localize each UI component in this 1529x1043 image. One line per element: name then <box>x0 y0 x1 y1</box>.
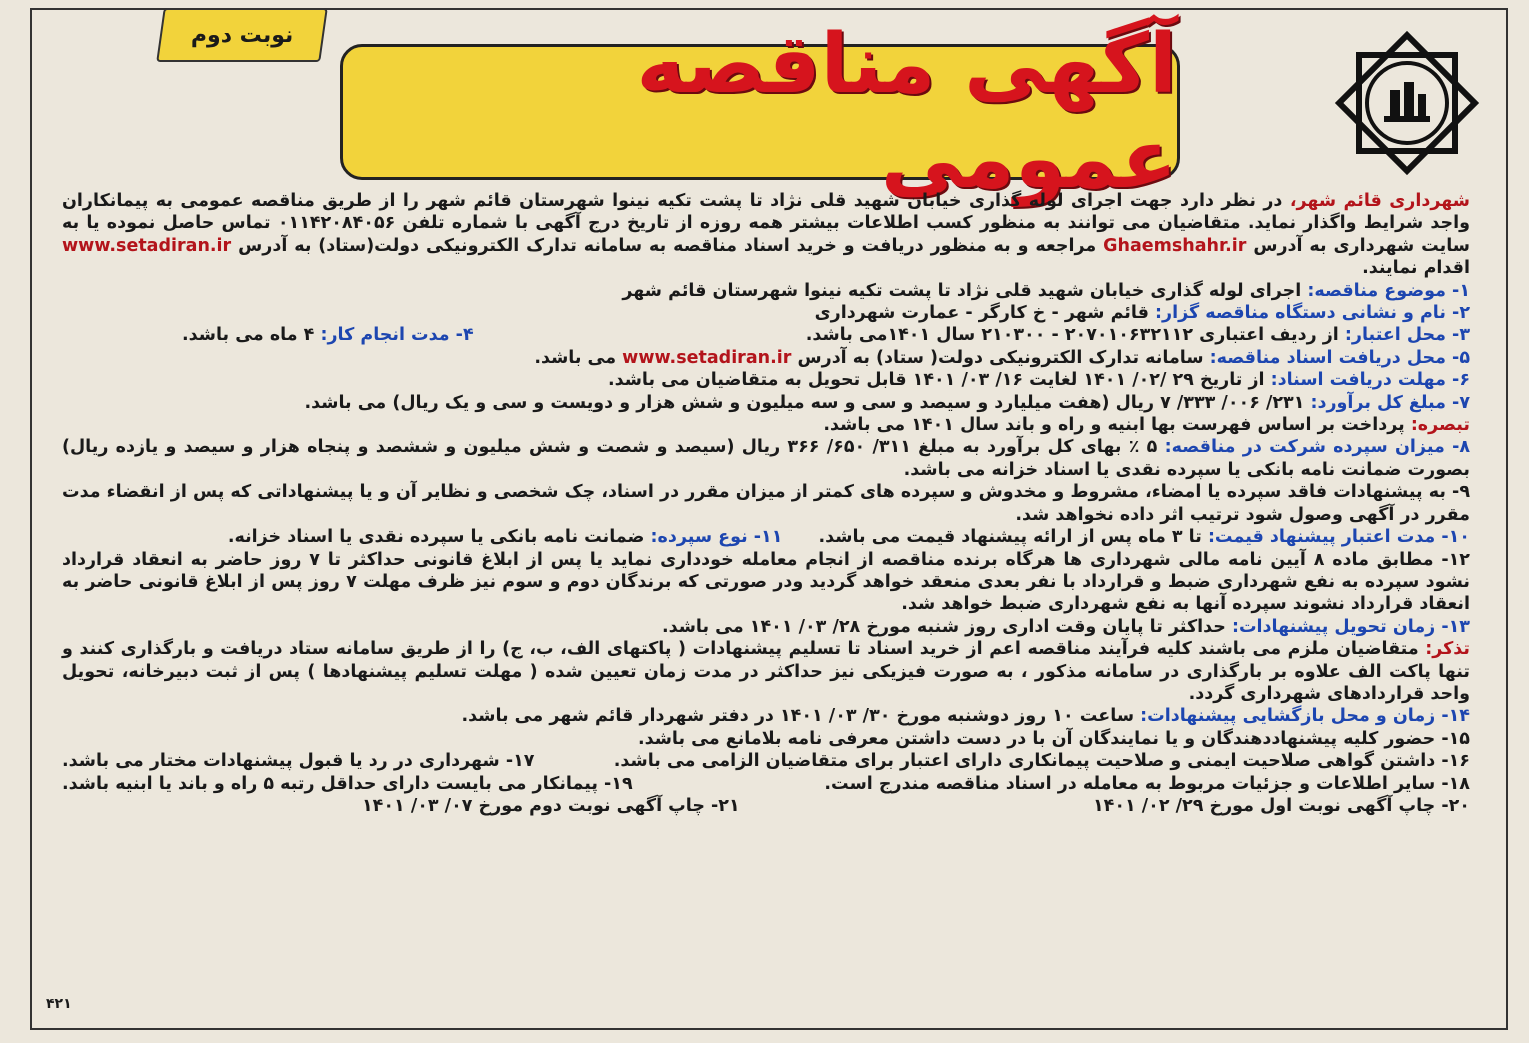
intro-text-3: اقدام نمایند. <box>1362 258 1470 279</box>
setad-site-link[interactable]: www.setadiran.ir <box>62 235 232 256</box>
org-name: شهرداری قائم شهر، <box>1289 191 1471 211</box>
items-20-21 <box>62 795 1470 817</box>
item-8 <box>62 436 1470 481</box>
item-16: ۱۶- داشتن گواهی صلاحیت ایمنی و صلاحیت پیمانکاری دارای اعتبار برای متقاضیان الزامی می باشد. <box>613 751 1470 772</box>
item-13-label: ۱۳- زمان تحویل پیشنهادات: <box>1231 616 1470 637</box>
second-print-badge <box>156 8 328 62</box>
item-11-label: ۱۱- نوع سپرده: <box>650 527 783 548</box>
item-5-label: ۵- محل دریافت اسناد مناقصه: <box>1209 347 1470 368</box>
item-5-end: می باشد. <box>534 347 617 368</box>
municipality-logo-icon <box>1332 28 1482 178</box>
page-number: ۴۲۱ <box>46 996 72 1012</box>
item-14 <box>62 705 1470 727</box>
item-9: ۹- به پیشنهادات فاقد سپرده یا امضاء، مشروط و مخدوش و سپرده های کمتر از میزان مقرر در اسناد، چک شخصی و نظایر آن و یا پیشنهاداتی که پس از انقضاء مدت مقرر در آگهی وصول شود ترتیب اثر داده نخواهد شد. <box>62 482 1470 525</box>
note-text: پرداخت بر اساس فهرست بها ابنیه و راه و باند سال ۱۴۰۱ می باشد. <box>823 415 1405 436</box>
item-21: ۲۱- چاپ آگهی نوبت دوم مورخ ۰۷/ ۰۳/ ۱۴۰۱ <box>362 795 740 816</box>
item-14-text: ساعت ۱۰ روز دوشنبه مورخ ۳۰/ ۰۳/ ۱۴۰۱ در دفتر شهردار قائم شهر می باشد. <box>461 706 1135 727</box>
note-label: تبصره: <box>1410 415 1470 436</box>
item-11-text: ضمانت نامه بانکی یا سپرده نقدی یا اسناد خزانه. <box>227 527 645 548</box>
item-7-label: ۷- مبلغ کل برآورد: <box>1310 392 1470 413</box>
ad-body <box>62 190 1470 990</box>
item-19: ۱۹- پیمانکار می بایست دارای حداقل رتبه ۵ راه و باند یا ابنیه باشد. <box>62 773 633 794</box>
item-14-label: ۱۴- زمان و محل بازگشایی پیشنهادات: <box>1140 706 1470 727</box>
item-8-text: ۵ ٪ بهای کل برآورد به مبلغ ۳۱۱/ ۶۵۰/ ۳۶۶ ریال (سیصد و شصت و شش میلیون و ششصد و پنجاه هزار و سیصد و یازده ریال) بصورت ضمانت نامه بانکی یا سپرده نقدی یا اسناد خزانه می باشد. <box>62 437 1470 480</box>
item-13 <box>62 616 1470 638</box>
item-1-label: ۱- موضوع مناقصه: <box>1307 280 1470 301</box>
item-2-text: قائم شهر - خ کارگر - عمارت شهرداری <box>814 303 1149 324</box>
item-5-text: سامانه تدارک الکترونیکی دولت( ستاد) به آدرس <box>797 347 1204 368</box>
item-10-label: ۱۰- مدت اعتبار پیشنهاد قیمت: <box>1207 527 1470 548</box>
item-4-label: ۴- مدت انجام کار: <box>320 325 474 346</box>
badge-label: نوبت دوم <box>190 22 294 48</box>
reminder-label: تذکر: <box>1425 639 1470 660</box>
item-2-label: ۲- نام و نشانی دستگاه مناقصه گزار: <box>1155 303 1470 324</box>
item-4-text: ۴ ماه می باشد. <box>182 325 315 346</box>
items-16-17 <box>62 750 1470 772</box>
item-5 <box>62 347 1470 369</box>
item-12: ۱۲- مطابق ماده ۸ آیین نامه مالی شهرداری ها هرگاه برنده مناقصه از انجام معامله خودداری نماید یا پس از ابلاغ قانونی حداکثر تا ۷ روز حاضر به انعقاد قرارداد نشود سپرده به نفع شهرداری ضبط و قرارداد با نفر بعدی منعقد خواهد گردید ودر صورتی که برندگان دوم و سوم نیز ظرف مهلت ۷ روز پس از ابلاغ قانونی حاضر به انعقاد قرارداد نشوند سپرده آنها به نفع شهرداری ضبط خواهد شد. <box>62 549 1470 615</box>
item-1-text: اجرای لوله گذاری خیابان شهید قلی نژاد تا پشت تکیه نینوا شهرستان قائم شهر <box>622 280 1302 301</box>
item-6-label: ۶- مهلت دریافت اسناد: <box>1270 370 1470 391</box>
item-5-site-link[interactable]: www.setadiran.ir <box>622 347 792 368</box>
item-2 <box>62 302 1470 324</box>
intro-text-1: در نظر دارد جهت اجرای لوله گذاری خیابان شهید قلی نژاد تا پشت تکیه نینوا شهرستان قائم شهر را از طریق مناقصه عمومی به پیمانکاران واجد شرایط واگذار نماید. متقاضیان می توانند به منظور کسب اطلاعات بیشتر همه روزه از تاریخ درج آگهی با شماره تلفن ۰۱۱۴۲۰۸۴۰۵۶ تماس حاصل نموده یا به سایت شهرداری به آدرس <box>62 191 1471 256</box>
municipality-site-link[interactable]: Ghaemshahr.ir <box>1103 235 1247 256</box>
reminder-text: متقاضیان ملزم می باشند کلیه فرآیند مناقصه اعم از خرید اسناد تا تسلیم پیشنهادات ( پاکتهای الف، ب، ج) را از طریق سامانه ستاد دریافت و بارگذاری کنند و تنها پاکت الف علاوه بر بارگذاری در سامانه مذکور ، به صورت فیزیکی نیز حداکثر در مدت زمان تعیین شده ( مهلت تسلیم پیشنهادها ) پس از ثبت دبیرخانه، تحویل واحد قراردادهای شهرداری گردد. <box>62 639 1470 704</box>
item-10-text: تا ۳ ماه پس از ارائه پیشنهاد قیمت می باشد. <box>818 527 1202 548</box>
item-8-label: ۸- میزان سپرده شرکت در مناقصه: <box>1164 437 1471 458</box>
title-banner <box>340 17 1180 207</box>
items-3-4 <box>62 324 1470 346</box>
item-7 <box>62 392 1470 414</box>
ad-title: آگهی مناقصه عمومی <box>636 17 1177 207</box>
reminder <box>62 638 1470 705</box>
item-7-text: ۲۳۱/ ۰۰۶/ ۳۳۳/ ۷ ریال (هفت میلیارد و سیصد و سی و سه میلیون و شش هزار و دویست و سی و یک ریال) می باشد. <box>304 392 1305 413</box>
item-6 <box>62 369 1470 391</box>
intro-text-2: مراجعه و به منظور دریافت و خرید اسناد مناقصه به سامانه تدارک الکترونیکی دولت(ستاد) به آدرس <box>238 235 1097 256</box>
item-20: ۲۰- چاپ آگهی نوبت اول مورخ ۲۹/ ۰۲/ ۱۴۰۱ <box>1092 795 1470 816</box>
item-3-label: ۳- محل اعتبار: <box>1344 325 1470 346</box>
item-1 <box>62 280 1470 302</box>
intro-paragraph <box>62 190 1470 280</box>
item-17: ۱۷- شهرداری در رد یا قبول پیشنهادات مختار می باشد. <box>62 751 535 772</box>
item-3-text: از ردیف اعتباری ۲۰۷۰۱۰۶۳۲۱۱۲ - ۲۱۰۳۰۰ سال ۱۴۰۱می باشد. <box>805 325 1339 346</box>
item-18: ۱۸- سایر اطلاعات و جزئیات مربوط به معامله در اسناد مناقصه مندرج است. <box>824 773 1470 794</box>
item-13-text: حداکثر تا پایان وقت اداری روز شنبه مورخ ۲۸/ ۰۳/ ۱۴۰۱ می باشد. <box>661 616 1226 637</box>
items-18-19 <box>62 773 1470 795</box>
note <box>62 414 1470 436</box>
item-6-text: از تاریخ ۲۹ /۰۲/ ۱۴۰۱ لغایت ۱۶/ ۰۳/ ۱۴۰۱ قابل تحویل به متقاضیان می باشد. <box>607 370 1265 391</box>
item-15: ۱۵- حضور کلیه پیشنهاددهندگان و یا نمایندگان آن با در دست داشتن معرفی نامه بلامانع می باشد. <box>637 728 1470 749</box>
items-10-11 <box>62 526 1470 548</box>
